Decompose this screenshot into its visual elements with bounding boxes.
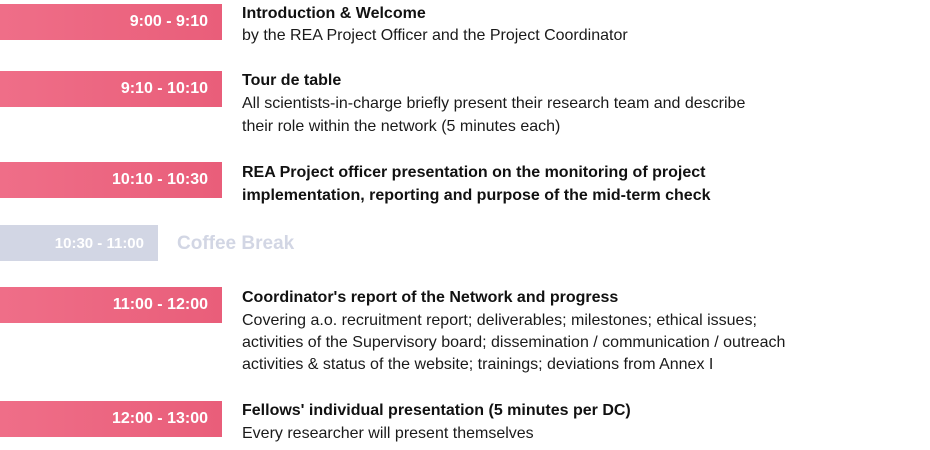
session-description: Every researcher will present themselves [242,425,534,442]
session-title: implementation, reporting and purpose of the mid-term check [242,187,711,204]
break-time-bar [0,225,158,261]
time-slot-bar [0,401,222,437]
session-description: All scientists-in-charge briefly present their research team and describe [242,95,746,112]
session-description: activities & status of the website; trainings; deviations from Annex I [242,356,714,373]
break-title: Coffee Break [177,233,295,254]
session-description: by the REA Project Officer and the Project Coordinator [242,27,628,44]
session-description: Covering a.o. recruitment report; deliverables; milestones; ethical issues; [242,312,757,329]
time-slot-bar [0,71,222,107]
session-description: activities of the Supervisory board; dissemination / communication / outreach [242,334,786,351]
time-slot-label: 9:00 - 9:10 [129,13,208,30]
session-description: their role within the network (5 minutes each) [242,118,561,135]
session-title: REA Project officer presentation on the monitoring of project [242,164,706,181]
time-slot-bar [0,162,222,198]
time-slot-label: 10:10 - 10:30 [111,171,208,188]
session-title: Fellows' individual presentation (5 minutes per DC) [242,402,631,419]
time-slot-bar [0,4,222,40]
session-title: Coordinator's report of the Network and progress [242,289,619,306]
time-slot-label: 11:00 - 12:00 [112,296,208,313]
session-title: Tour de table [242,72,342,89]
time-slot-label: 12:00 - 13:00 [111,410,208,427]
session-title: Introduction & Welcome [242,5,426,22]
time-slot-label: 9:10 - 10:10 [120,80,208,97]
break-time-label: 10:30 - 11:00 [54,234,144,252]
time-slot-bar [0,287,222,323]
